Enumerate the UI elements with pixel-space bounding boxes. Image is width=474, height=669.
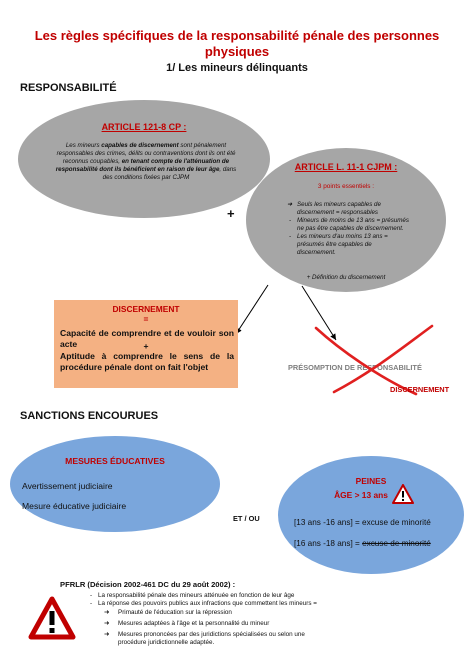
article-121-8-title: ARTICLE 121-8 CP : xyxy=(101,122,187,132)
page-title-line2: physiques xyxy=(204,44,270,59)
plus-sign: + xyxy=(227,206,235,221)
presomption-text: PRÉSOMPTION DE RESPONSABILITÉ xyxy=(288,363,422,372)
pfrlr-title: PFRLR (Décision 2002-461 DC du 29 août 2002) : xyxy=(60,580,236,589)
article-121-8-text: Les mineurs capables de discernement sont pénalement responsables des crimes, délits ou contraventions dont ils ont été reconnus coupables, en tenant compte de l'atténuation de responsabilité dont ils bénéficient en raison de leur âge, dans des conditions fixées par CJPM xyxy=(55,142,237,181)
arrow-to-discernement xyxy=(236,285,268,334)
mesures-educatives-title: MESURES ÉDUCATIVES xyxy=(65,456,165,466)
discernement-line2: Aptitude à comprendre le sens de la procédure pénale dont on fait l'objet xyxy=(60,351,234,372)
pfrlr-item: - La réponse des pouvoirs publics aux infractions que commettent les mineurs = xyxy=(98,600,324,608)
page-subtitle: 1/ Les mineurs délinquants xyxy=(166,62,308,74)
article-l11-1-subhead: 3 points essentiels : xyxy=(317,183,375,190)
page-title: Les règles spécifiques de la responsabilité pénale des personnes xyxy=(34,28,440,43)
pfrlr-item: - La responsabilité pénale des mineurs atténuée en fonction de leur âge xyxy=(98,592,324,600)
et-ou-label: ET / OU xyxy=(233,514,260,523)
peines-title: PEINES xyxy=(355,476,387,486)
arrow-right-icon: ➜ xyxy=(104,631,110,638)
pfrlr-list xyxy=(88,592,324,647)
pfrlr-subitem: ➜ Mesures prononcées par des juridictions spécialisées ou selon une procédure juridictionnelle adaptée. xyxy=(104,631,305,646)
pfrlr-subitem: ➜ Mesures adaptées à l'âge et la personnalité du mineur xyxy=(104,620,270,627)
discernement-plus: + xyxy=(143,341,149,351)
definition-discernement: + Définition du discernement xyxy=(306,274,386,281)
arrow-right-icon: ➜ xyxy=(104,620,110,627)
discernement-title: DISCERNEMENT xyxy=(112,304,180,314)
mesure-item-avertissement: Avertissement judiciaire xyxy=(22,481,113,491)
warning-icon-large xyxy=(28,596,76,640)
section-heading-responsabilite: RESPONSABILITÉ xyxy=(20,82,117,94)
presomption-sub: DISCERNEMENT xyxy=(390,385,450,394)
peines-ellipse xyxy=(278,456,464,574)
section-heading-sanctions: SANCTIONS ENCOURUES xyxy=(20,410,159,422)
peines-subtitle: ÂGE > 13 ans xyxy=(334,490,388,500)
article-l11-1-title: ARTICLE L. 11-1 CJPM : xyxy=(294,162,398,172)
pfrlr-subitem: ➜ Primauté de l'éducation sur la répression xyxy=(104,609,232,616)
peine-row-13-16: [13 ans -16 ans] = excuse de minorité xyxy=(294,518,431,527)
point-item: - Les mineurs d'au moins 13 ans = présumés être capables de discernement. xyxy=(297,233,412,257)
pfrlr-sublist xyxy=(88,609,324,647)
peine-row-16-18: [16 ans -18 ans] = excuse de minorité xyxy=(294,539,431,548)
discernement-equals: = xyxy=(143,314,149,324)
point-item: - Mineurs de moins de 13 ans = présumés ne pas être capables de discernement. xyxy=(297,217,412,233)
warning-icon xyxy=(392,484,414,504)
point-item: ➜ Seuls les mineurs capables de discernement = responsables xyxy=(287,201,381,216)
arrow-right-icon: ➜ xyxy=(104,609,110,616)
discernement-line1: Capacité de comprendre et de vouloir son acte xyxy=(60,328,234,349)
mesure-item-mej: Mesure éducative judiciaire xyxy=(22,501,127,511)
article-l11-1-points xyxy=(287,201,412,257)
arrow-right-icon: ➜ xyxy=(287,201,293,208)
